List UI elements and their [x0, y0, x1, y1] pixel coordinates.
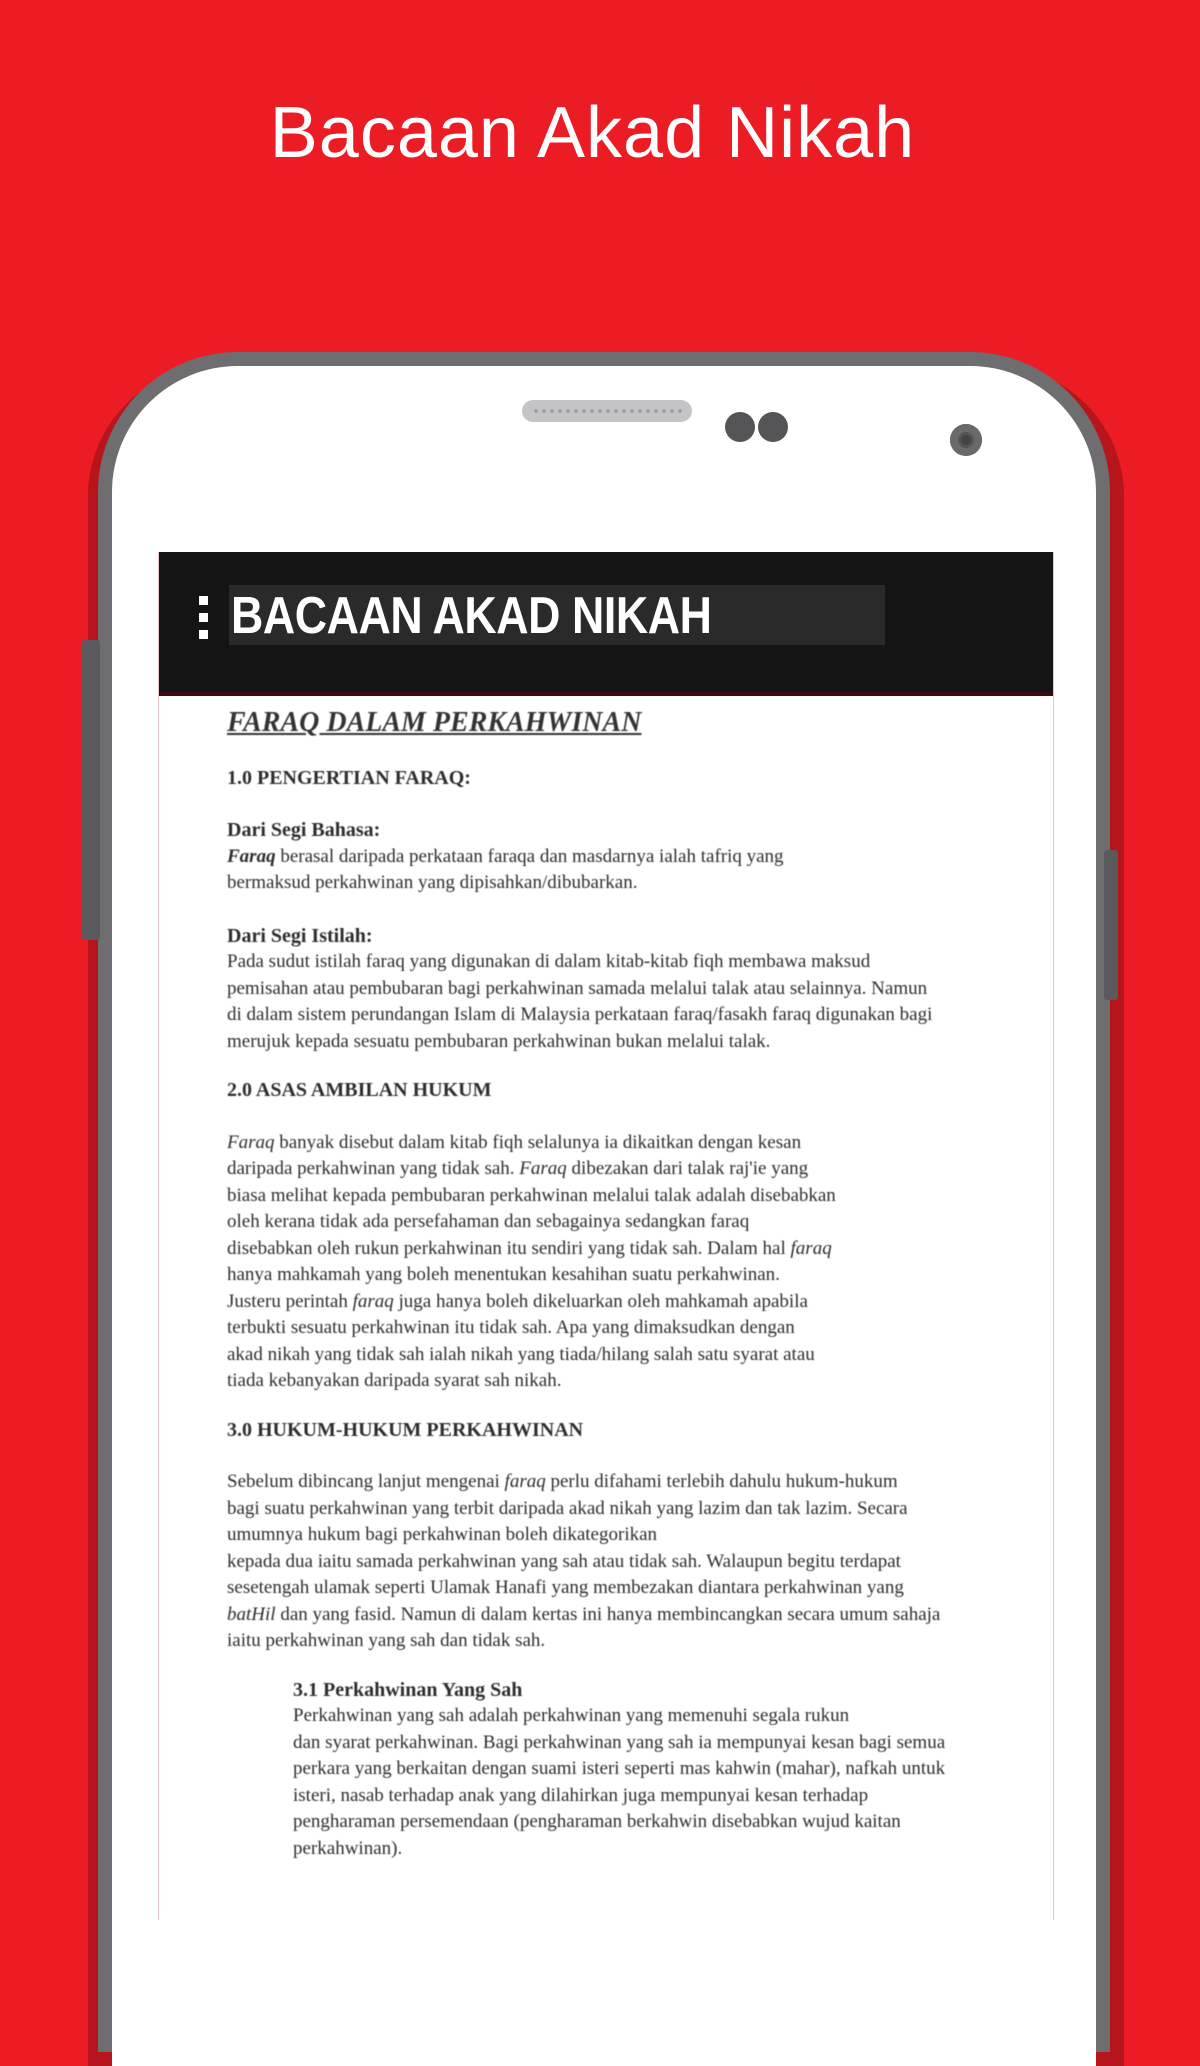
subsection-title: 3.1 Perkahwinan Yang Sah	[293, 1678, 523, 1701]
overflow-menu-icon[interactable]	[199, 596, 211, 642]
paragraph-line: hanya mahkamah yang boleh menentukan kesahihan suatu perkahwinan.	[227, 1264, 780, 1285]
subsection-label: Dari Segi Bahasa:	[227, 819, 381, 841]
document-page[interactable]	[227, 707, 1047, 1862]
paragraph-line: isteri, nasab terhadap anak yang dilahirkan juga mempunyai kesan terhadap	[293, 1784, 869, 1806]
paragraph-line: dan syarat perkahwinan. Bagi perkahwinan yang sah ia mempunyai kesan bagi semua	[293, 1731, 946, 1753]
paragraph-line: disebabkan oleh rukun perkahwinan itu sendiri yang tidak sah. Dalam hal faraq	[227, 1237, 832, 1259]
section-title: 2.0 ASAS AMBILAN HUKUM	[227, 1079, 492, 1101]
paragraph-line: perkahwinan).	[293, 1837, 403, 1859]
light-sensor	[758, 412, 788, 442]
app-bar	[159, 552, 1053, 696]
paragraph-line: daripada perkahwinan yang tidak sah. Faraq dibezakan dari talak raj'ie yang	[227, 1158, 809, 1179]
paragraph-line: umumnya hukum bagi perkahwinan boleh dikategorikan	[227, 1524, 658, 1545]
paragraph-line: iaitu perkahwinan yang sah dan tidak sah.	[227, 1630, 546, 1651]
paragraph-line: terbukti sesuatu perkahwinan itu tidak sah. Apa yang dimaksudkan dengan	[227, 1317, 795, 1338]
paragraph-line: Faraq banyak disebut dalam kitab fiqh selalunya ia dikaitkan dengan kesan	[227, 1131, 802, 1153]
paragraph-line: bermaksud perkahwinan yang dipisahkan/dibubarkan.	[227, 872, 638, 893]
paragraph-line: perkara yang berkaitan dengan suami isteri seperti mas kahwin (mahar), nafkah untuk	[293, 1758, 946, 1779]
phone-screen	[158, 552, 1054, 1920]
paragraph-line: Pada sudut istilah faraq yang digunakan di dalam kitab-kitab fiqh membawa maksud	[227, 951, 871, 972]
power-button	[1104, 850, 1118, 1000]
paragraph-line: batHil dan yang fasid. Namun di dalam kertas ini hanya membincangkan secara umum sahaja	[227, 1603, 941, 1625]
paragraph-line: kepada dua iaitu samada perkahwinan yang sah atau tidak sah. Walaupun begitu terdapat	[227, 1550, 901, 1572]
paragraph-line: Faraq berasal daripada perkataan faraqa dan masdarnya ialah tafriq yang	[227, 845, 784, 867]
paragraph-line: Justeru perintah faraq juga hanya boleh dikeluarkan oleh mahkamah apabila	[227, 1290, 808, 1312]
paragraph-line: Perkahwinan yang sah adalah perkahwinan yang memenuhi segala rukun	[293, 1705, 850, 1726]
volume-button	[82, 640, 100, 940]
front-camera-icon	[950, 424, 982, 456]
document-heading: FARAQ DALAM PERKAHWINAN	[227, 707, 642, 738]
proximity-sensor	[725, 412, 755, 442]
speaker-grille	[532, 409, 682, 413]
paragraph-line: merujuk kepada sesuatu pembubaran perkahwinan bukan melalui talak.	[227, 1030, 771, 1052]
paragraph-line: tiada kebanyakan daripada syarat sah nikah.	[227, 1370, 562, 1391]
paragraph-line: pemisahan atau pembubaran bagi perkahwinan samada melalui talak atau selainnya. Namun	[227, 977, 928, 999]
paragraph-line: sesetengah ulamak seperti Ulamak Hanafi yang membezakan diantara perkahwinan yang	[227, 1577, 904, 1598]
section-title: 3.0 HUKUM-HUKUM PERKAHWINAN	[227, 1418, 584, 1441]
subsection-label: Dari Segi Istilah:	[227, 924, 373, 947]
app-title: BACAAN AKAD NIKAH	[231, 587, 712, 645]
paragraph-line: oleh kerana tidak ada persefahaman dan sebagainya sedangkan faraq	[227, 1211, 750, 1232]
promo-title: Bacaan Akad Nikah	[269, 93, 916, 173]
paragraph-line: akad nikah yang tidak sah ialah nikah yang tiada/hilang salah satu syarat atau	[227, 1343, 815, 1365]
paragraph-line: biasa melihat kepada pembubaran perkahwinan melalui talak adalah disebabkan	[227, 1184, 836, 1206]
paragraph-line: pengharaman persemendaan (pengharaman berkahwin disebabkan wujud kaitan	[293, 1811, 901, 1832]
paragraph-line: Sebelum dibincang lanjut mengenai faraq perlu difahami terlebih dahulu hukum-hukum	[227, 1471, 898, 1492]
paragraph-line: di dalam sistem perundangan Islam di Malaysia perkataan faraq/fasakh faraq digunakan bagi	[227, 1004, 933, 1025]
paragraph-line: bagi suatu perkahwinan yang terbit daripada akad nikah yang lazim dan tak lazim. Secara	[227, 1497, 908, 1519]
section-title: 1.0 PENGERTIAN FARAQ:	[227, 766, 471, 789]
